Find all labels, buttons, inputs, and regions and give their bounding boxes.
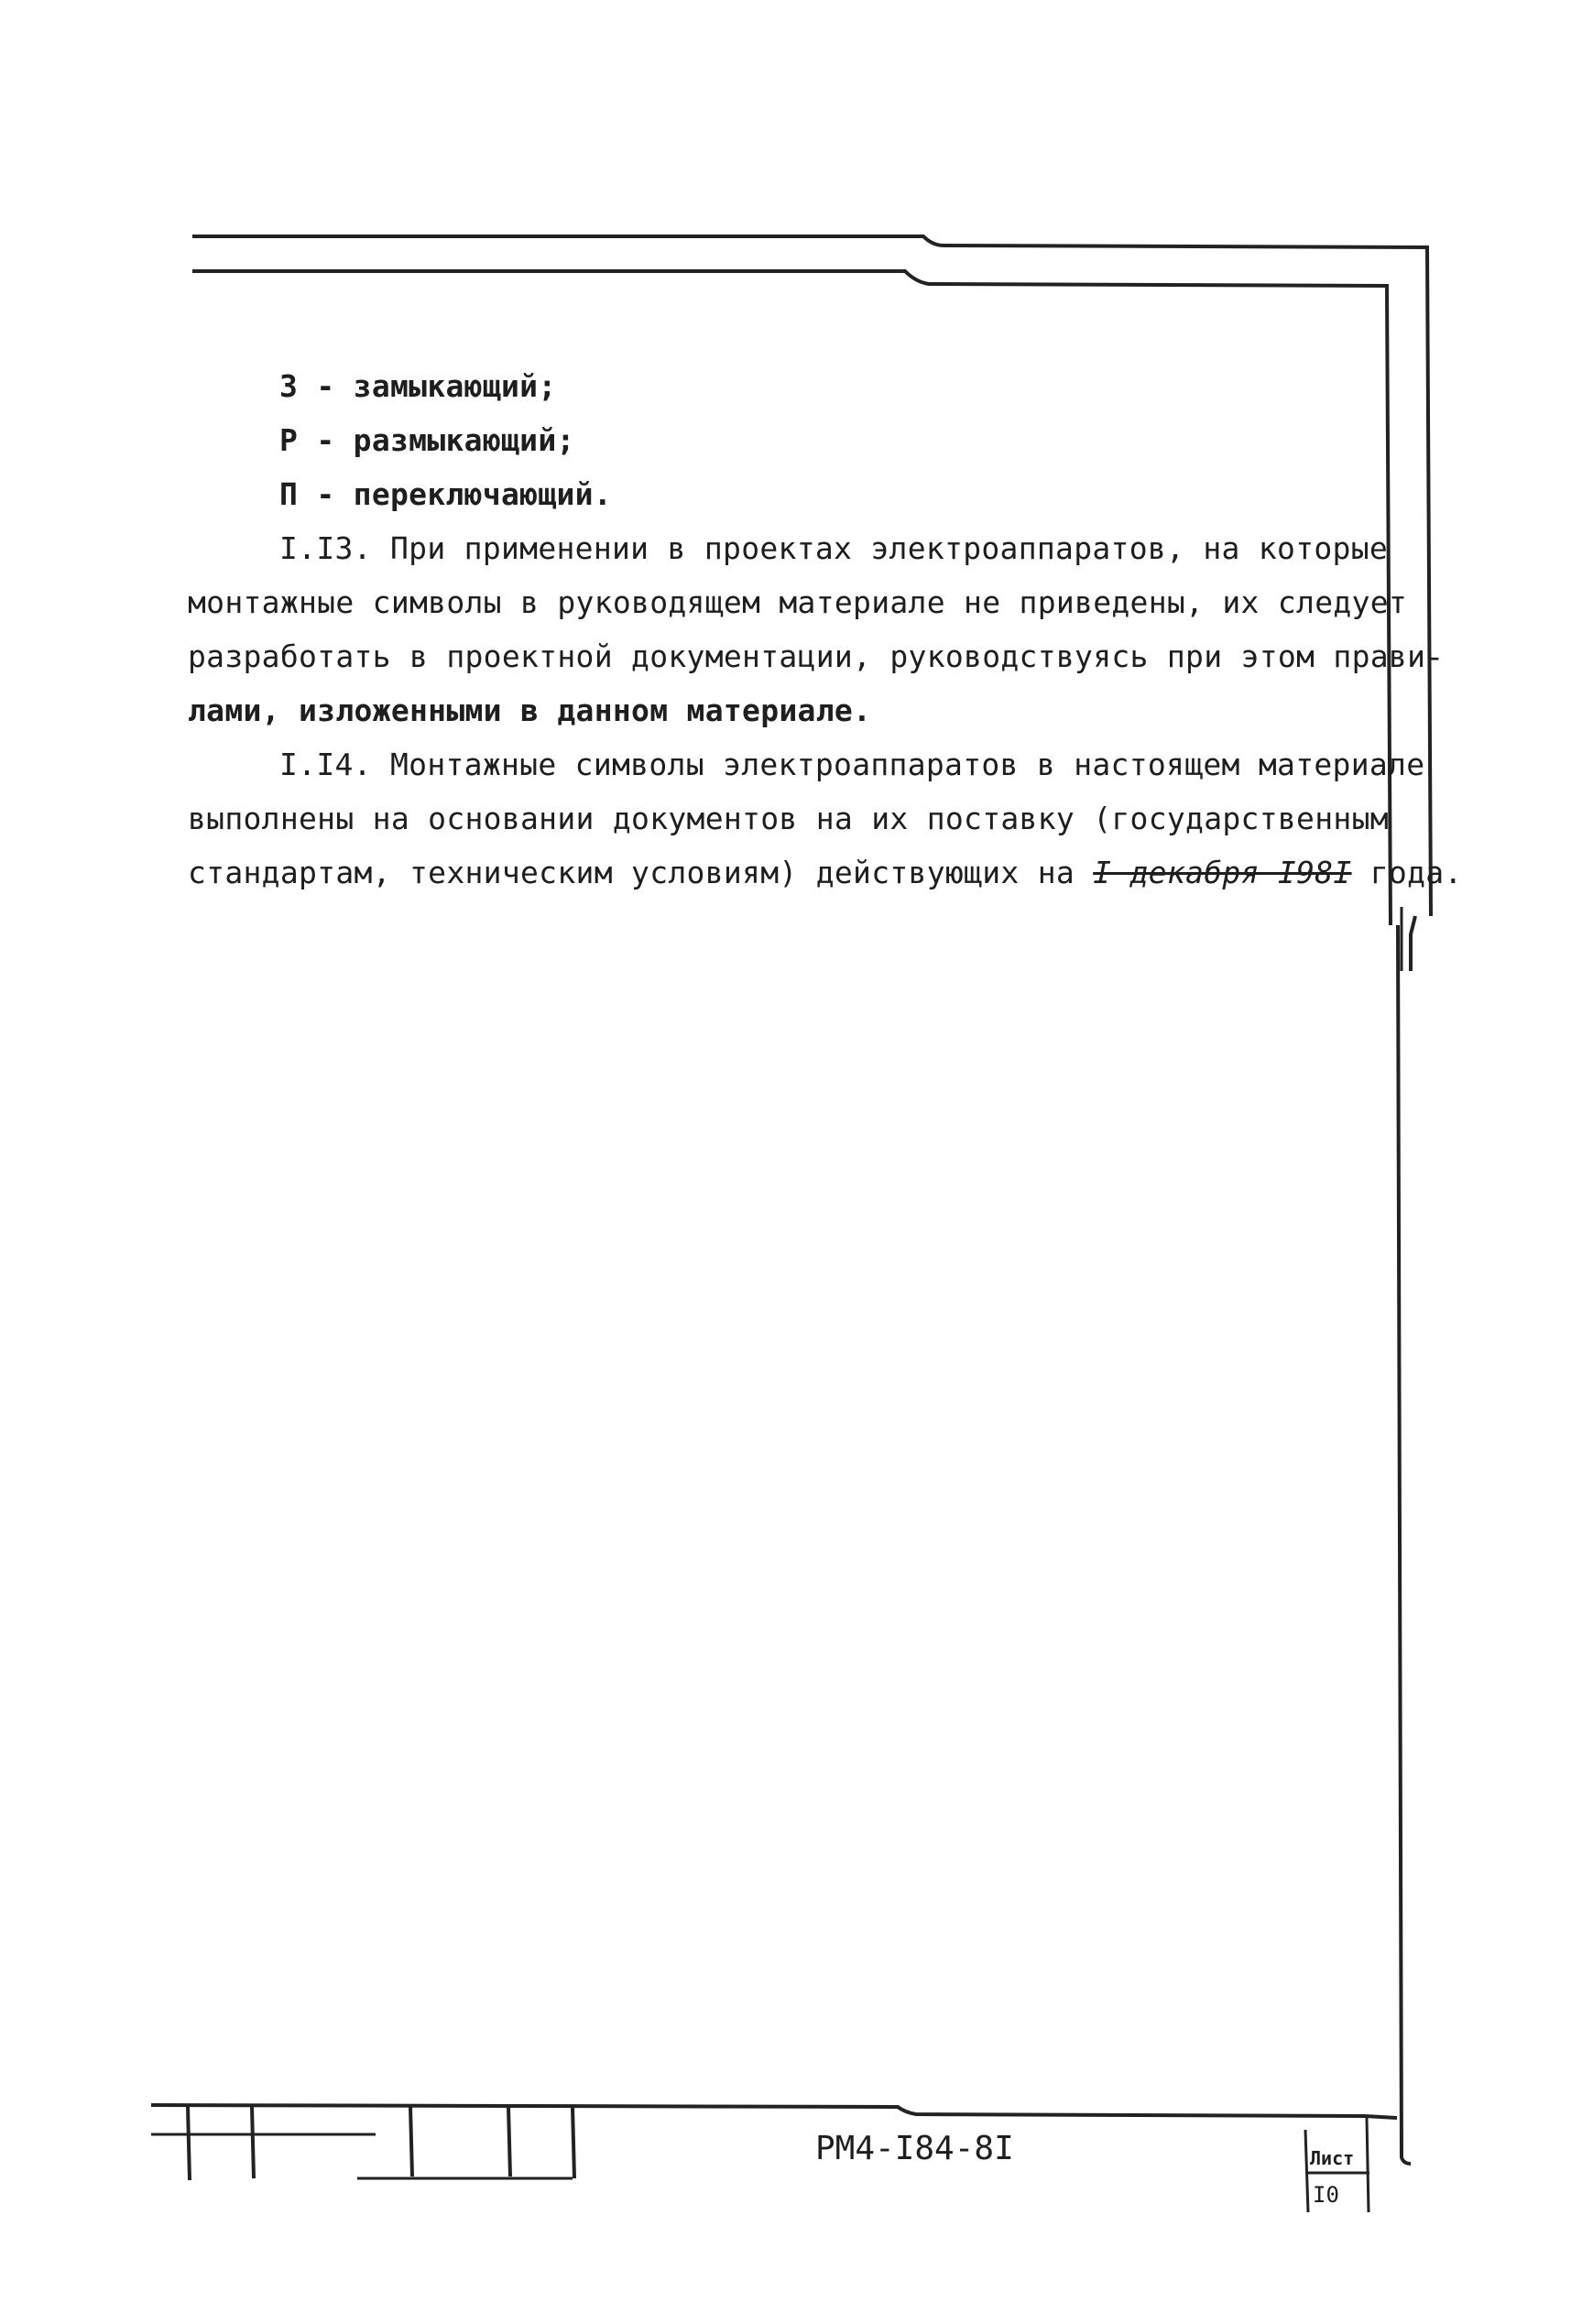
contact-type-changeover: П - переключающий. — [279, 476, 613, 512]
title-block-column-5 — [573, 2107, 574, 2178]
title-block-top-line — [151, 2105, 1397, 2118]
title-block-column-1 — [188, 2107, 190, 2180]
sheet-label: Лист — [1310, 2147, 1355, 2169]
document-body — [188, 359, 1463, 900]
title-block-column-3 — [410, 2107, 412, 2177]
document-code: РМ4-I84-8I — [815, 2130, 1014, 2167]
paragraph-1-13-line-3: разработать в проектной документации, руководствуясь при этом прави- — [188, 638, 1445, 674]
paragraph-1-14-line-3-end: года. — [1351, 855, 1463, 890]
sheet-number: I0 — [1313, 2182, 1339, 2208]
sheet-box-right — [1367, 2118, 1369, 2212]
paragraph-1-14-line-1: I.I4. Монтажные символы электроаппаратов в настоящем материале — [279, 747, 1425, 782]
paragraph-1-13-line-4: лами, изложенными в данном материале. — [188, 693, 872, 728]
paragraph-1-14-line-3 — [188, 846, 1463, 900]
struck-date: I декабря I98I — [1093, 855, 1352, 890]
contact-type-closing: З - замыкающий; — [279, 368, 557, 404]
title-block-column-4 — [508, 2107, 510, 2177]
frame-right-mark — [1411, 916, 1415, 971]
paragraph-1-13-line-1: I.I3. При применении в проектах электроаппаратов, на которые — [279, 530, 1389, 566]
paragraph-1-14-line-2: выполнены на основании документов на их поставку (государственным — [188, 801, 1389, 836]
paragraph-1-13-line-2: монтажные символы в руководящем материале не приведены, их следует — [188, 584, 1408, 620]
contact-type-opening: Р - размыкающий; — [279, 422, 575, 458]
paragraph-1-14-line-3-start: стандартам, техническим условиям) действующих на — [188, 855, 1094, 890]
title-block-column-2 — [252, 2107, 254, 2178]
frame-right-line — [1398, 925, 1411, 2164]
sheet-box-left — [1305, 2130, 1308, 2212]
